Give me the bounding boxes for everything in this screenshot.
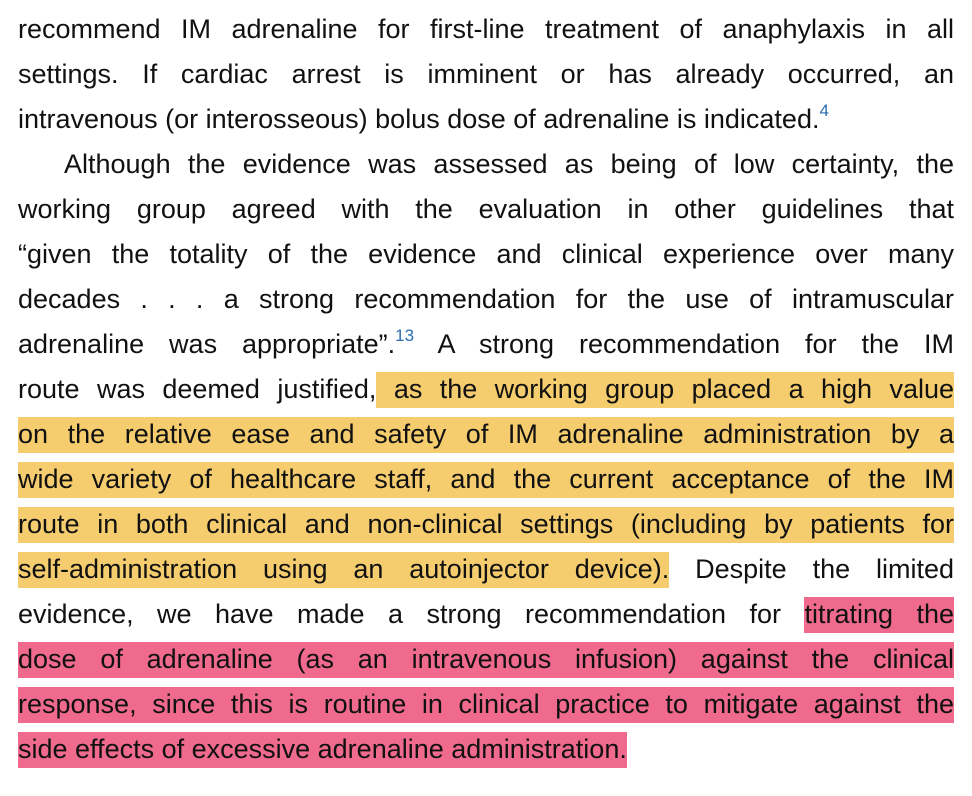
reference-link-4[interactable]: 4 — [819, 101, 829, 120]
text-line-11 — [18, 461, 954, 497]
yellow-highlight: wide variety of healthcare staff, and the current acceptance of the IM — [18, 462, 954, 498]
text-line-8 — [18, 326, 954, 362]
pink-highlight: dose of adrenaline (as an intravenous infusion) against the clinical — [18, 642, 954, 678]
yellow-highlight: self-administration using an autoinjector device). — [18, 552, 669, 588]
reference-link-13[interactable]: 13 — [395, 326, 415, 345]
text-line-15 — [18, 641, 954, 677]
text-span: decades . . . a strong recommendation for the use of intramuscular — [18, 284, 954, 314]
text-span: evidence, we have made a strong recommendation for — [18, 599, 805, 629]
pink-highlight: response, since this is routine in clinical practice to mitigate against the — [18, 687, 954, 723]
text-span: adrenaline was appropriate”. — [18, 329, 396, 359]
text-span: recommend IM adrenaline for first-line treatment of anaphylaxis in all — [18, 14, 954, 44]
text-span: Despite the limited — [669, 554, 954, 584]
yellow-highlight: on the relative ease and safety of IM adrenaline administration by a — [18, 417, 954, 453]
text-span: A strong recommendation for the IM — [414, 329, 954, 359]
text-span: settings. If cardiac arrest is imminent or has already occurred, an — [18, 59, 954, 89]
text-line-5 — [18, 191, 954, 227]
text-line-10 — [18, 416, 954, 452]
text-line-14 — [18, 596, 954, 632]
text-span: “given the totality of the evidence and clinical experience over many — [18, 239, 954, 269]
text-span: Although the evidence was assessed as being of low certainty, the — [64, 149, 954, 179]
yellow-highlight: route in both clinical and non-clinical settings (including by patients for — [18, 507, 954, 543]
text-line-16 — [18, 686, 954, 722]
text-span: working group agreed with the evaluation in other guidelines that — [18, 194, 954, 224]
pink-highlight: side effects of excessive adrenaline administration. — [18, 732, 627, 768]
text-line-7 — [18, 281, 954, 317]
text-line-17 — [18, 731, 954, 767]
text-line-4 — [18, 146, 954, 182]
pink-highlight: titrating the — [804, 597, 954, 633]
text-line-12 — [18, 506, 954, 542]
text-line-13 — [18, 551, 954, 587]
text-line-6 — [18, 236, 954, 272]
text-line-1 — [18, 11, 954, 47]
text-line-3 — [18, 101, 954, 137]
text-line-9 — [18, 371, 954, 407]
text-span: intravenous (or interosseous) bolus dose of adrenaline is indicated. — [18, 104, 820, 134]
text-line-2 — [18, 56, 954, 92]
yellow-highlight: as the working group placed a high value — [376, 372, 954, 408]
text-span: route was deemed justified, — [18, 374, 377, 404]
